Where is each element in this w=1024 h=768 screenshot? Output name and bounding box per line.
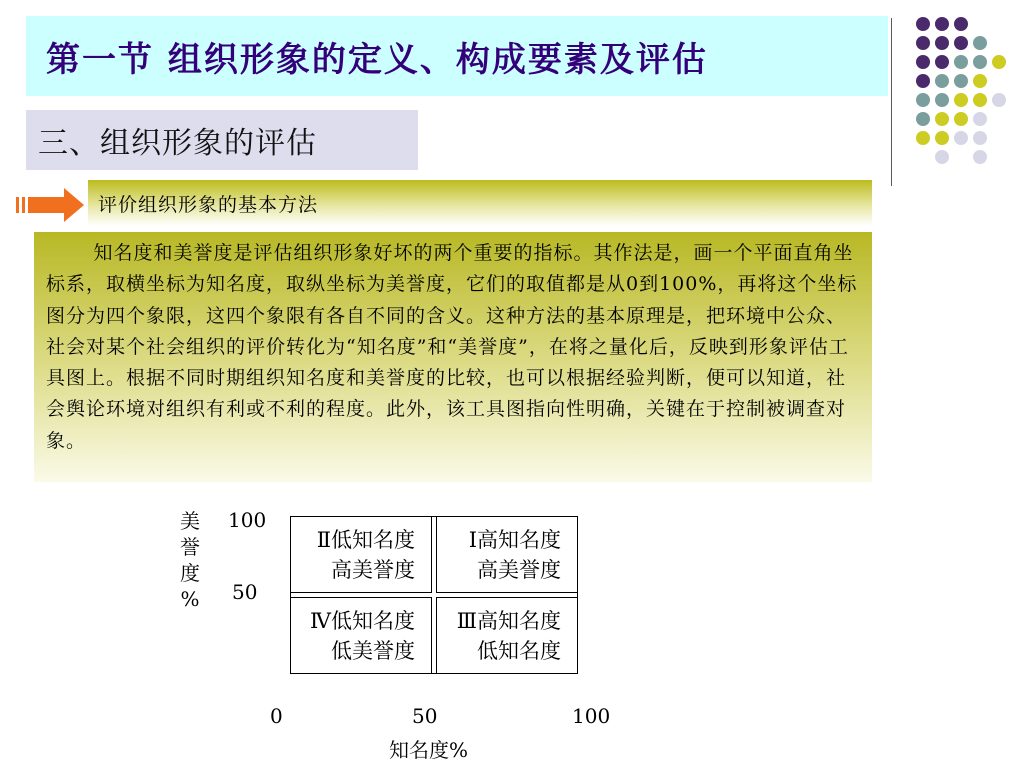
quadrant-ii-line2: 高美誉度 (331, 557, 415, 582)
y-tick-50: 50 (232, 580, 258, 604)
dot-teal (954, 55, 968, 69)
dot-yellow (973, 74, 987, 88)
dot-lavender (935, 150, 949, 164)
dot-lavender (954, 131, 968, 145)
quadrant-iv (291, 598, 431, 673)
dot-purple (916, 17, 930, 31)
y-axis-label (179, 508, 201, 612)
dot-teal (973, 36, 987, 50)
y-axis-label-char: 美 (180, 509, 200, 533)
x-tick-100: 100 (572, 704, 611, 728)
dot-teal (916, 112, 930, 126)
dot-yellow (935, 112, 949, 126)
quadrant-iii (437, 598, 577, 673)
arrow-right-icon (14, 186, 86, 224)
quadrant-iv-line1: Ⅳ低知名度 (310, 608, 415, 633)
quadrant-ii (291, 517, 431, 592)
dot-lavender (973, 150, 987, 164)
dot-lavender (973, 131, 987, 145)
dot-teal (935, 74, 949, 88)
dot-purple (935, 55, 949, 69)
quadrant-i-line2: 高美誉度 (477, 557, 561, 582)
vertical-divider (891, 18, 892, 186)
dot-purple (916, 74, 930, 88)
dot-yellow (954, 93, 968, 107)
section-subtitle-box (26, 110, 418, 170)
page-title: 第一节 组织形象的定义、构成要素及评估 (46, 39, 708, 80)
dot-lavender (973, 112, 987, 126)
dot-teal (916, 93, 930, 107)
section-subtitle: 三、组织形象的评估 (38, 126, 317, 161)
dot-purple (935, 36, 949, 50)
y-axis-label-char: 度 (180, 561, 200, 585)
dot-purple (916, 36, 930, 50)
quadrant-i-line1: Ⅰ高知名度 (468, 527, 561, 552)
x-tick-50: 50 (412, 704, 438, 728)
y-tick-100: 100 (228, 508, 267, 532)
dot-teal (973, 55, 987, 69)
method-label: 评价组织形象的基本方法 (98, 193, 319, 216)
y-axis-label-char: 誉 (180, 535, 200, 559)
dot-purple (935, 17, 949, 31)
dot-yellow (954, 112, 968, 126)
body-text-box (34, 232, 872, 482)
dot-teal (935, 93, 949, 107)
dot-purple (916, 55, 930, 69)
quadrant-i (437, 517, 577, 592)
quadrant-iv-line2: 低美誉度 (331, 638, 415, 663)
method-header (88, 180, 872, 226)
y-axis-label-char: % (180, 587, 200, 611)
dot-yellow (992, 55, 1006, 69)
x-tick-0: 0 (270, 704, 283, 728)
dot-teal (954, 74, 968, 88)
x-axis-label: 知名度% (389, 738, 469, 762)
quadrant-grid (290, 516, 578, 674)
dot-purple (954, 17, 968, 31)
dot-yellow (973, 93, 987, 107)
quadrant-iii-line1: Ⅲ高知名度 (456, 608, 561, 633)
title-bar (26, 16, 888, 96)
dot-yellow (916, 131, 930, 145)
dot-purple (954, 36, 968, 50)
dot-lavender (992, 93, 1006, 107)
body-paragraph: 知名度和美誉度是评估组织形象好坏的两个重要的指标。其作法是，画一个平面直角坐标系，取横坐标为知名度，取纵坐标为美誉度，它们的取值都是从0到100%，再将这个坐标图分为四个象限，这四个象限有各自不同的含义。这种方法的基本原理是，把环境中公众、社会对某个社会组织的评价转化为“知名度”和“美誉度”，在将之量化后，反映到形象评估工具图上。根据不同时期组织知名度和美誉度的比较，也可以根据经验判断，便可以知道，社会舆论环境对组织有利或不利的程度。此外，该工具图指向性明确，关键在于控制被调查对象。 (46, 242, 858, 452)
dot-yellow (935, 131, 949, 145)
quadrant-ii-line1: Ⅱ低知名度 (316, 527, 415, 552)
quadrant-iii-line2: 低知名度 (477, 638, 561, 663)
